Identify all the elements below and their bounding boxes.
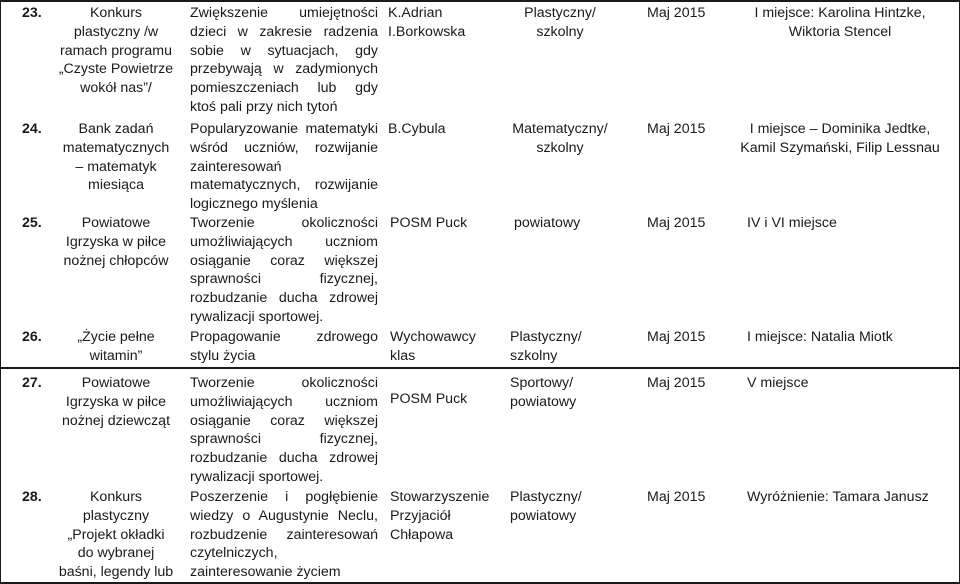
activity-result: I miejsce: Natalia Miotk [747, 329, 893, 345]
organizer: POSM Puck [390, 391, 468, 407]
activity-name: Powiatowe Igrzyska w piłce nożnej chłopców [63, 215, 169, 269]
activity-date: Maj 2015 [647, 329, 706, 345]
activity-date: Maj 2015 [647, 375, 706, 391]
activity-type: powiatowy [514, 215, 581, 231]
row-number: 24. [22, 121, 42, 137]
row-separator [0, 0, 960, 2]
activity-goal: Poszerzenie i pogłębienie wiedzy o Augustynie Neclu, rozbudzenie zainteresowań czytelniczych, zainteresowanie życiem [190, 489, 378, 581]
activity-goal: Propagowanie zdrowego stylu życia [190, 329, 378, 364]
row-number: 27. [22, 375, 42, 391]
organizer: POSM Puck [390, 215, 468, 231]
row-number: 23. [22, 5, 42, 21]
activity-goal: Tworzenie okoliczności umożliwiających uczniom osiąganie coraz większej sprawności fizycznej, rozbudzanie ducha zdrowej rywalizacji sportowej. [190, 375, 378, 485]
row-number: 28. [22, 489, 42, 505]
activity-name: Konkurs plastyczny /w ramach programu „Czyste Powietrze wokół nas”/ [58, 5, 174, 97]
activity-name: Powiatowe Igrzyska w piłce nożnej dziewcząt [61, 375, 171, 429]
activity-name: „Życie pełne witamin” [77, 329, 155, 364]
activity-goal: Popularyzowanie matematyki wśród uczniów, rozwijanie zainteresowań matematycznych, rozwijanie logicznego myślenia [190, 121, 378, 213]
activity-date: Maj 2015 [647, 489, 706, 505]
row-number: 26. [22, 329, 42, 345]
activity-result: I miejsce – Dominika Jedtke, Kamil Szymański, Filip Lessnau [740, 121, 940, 156]
column-separator [0, 0, 1, 584]
activity-type: Plastyczny/ szkolny [524, 5, 596, 40]
row-number: 25. [22, 215, 42, 231]
activity-type: Sportowy/ powiatowy [510, 375, 577, 410]
activity-name: Bank zadań matematycznych – matematyk miesiąca [62, 121, 170, 194]
activity-date: Maj 2015 [647, 215, 706, 231]
activity-type: Matematyczny/ szkolny [512, 121, 608, 156]
organizer: Wychowawcy klas [390, 329, 476, 364]
organizer: K.Adrian I.Borkowska [388, 5, 466, 40]
activity-goal: Tworzenie okoliczności umożliwiających uczniom osiąganie coraz większej sprawności fizycznej, rozbudzanie ducha zdrowej rywalizacji sportowej. [190, 215, 378, 325]
activity-result: Wyróżnienie: Tamara Janusz [747, 489, 929, 505]
activity-name: Konkurs plastyczny „Projekt okładki do wybranej baśni, legendy lub [58, 489, 174, 581]
activity-date: Maj 2015 [647, 121, 706, 137]
activity-result: V miejsce [747, 375, 809, 391]
activity-type: Plastyczny/ szkolny [510, 329, 582, 364]
row-separator [0, 367, 960, 369]
activity-goal: Zwiększenie umiejętności dzieci w zakresie radzenia sobie w sytuacjach, gdy przebywają w zadymionych pomieszczeniach lub gdy ktoś pali przy nich tytoń [190, 5, 378, 115]
activity-result: IV i VI miejsce [747, 215, 837, 231]
activity-type: Plastyczny/ powiatowy [510, 489, 582, 524]
organizer: Stowarzyszenie Przyjaciół Chłapowa [390, 489, 490, 543]
organizer: B.Cybula [388, 121, 446, 137]
activity-date: Maj 2015 [647, 5, 706, 21]
activity-result: I miejsce: Karolina Hintzke, Wiktoria Stencel [754, 5, 926, 40]
